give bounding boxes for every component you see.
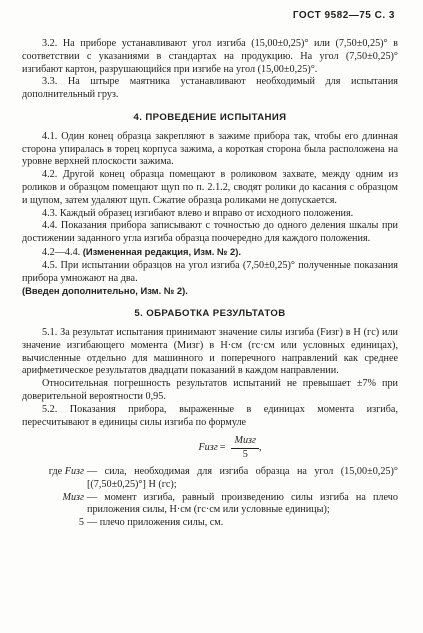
definition-symbol: Mизг — [62, 491, 84, 503]
paragraph-5-1: 5.1. За результат испытания принимают значение силы изгиба (Fизг) в Н (гс) или значение изгибающего момента (Mизг) в Н·см (гс·см или условных единицах), вычисленные отдельно для машинного и поперечного направлений как среднее арифметическое результатов двадцати показаний в каждом направлении. — [22, 326, 398, 377]
paragraph-3-3: 3.3. На штыре маятника устанавливают необходимый для испытания дополнительный груз. — [22, 76, 398, 101]
definition-description: — момент изгиба, равный произведению силы изгиба на плечо приложения силы, Н·см (гс·см или условные единицы); — [87, 491, 398, 516]
formula-numerator: Mизг — [231, 435, 259, 449]
formula-denominator: 5 — [242, 449, 248, 461]
definition-lead: где — [48, 465, 63, 477]
definition-arm — [22, 517, 398, 530]
amendment-range: 4.2—4.4. — [42, 246, 81, 258]
formula-equals: = — [219, 442, 226, 454]
paragraph-4-2: 4.2. Другой конец образца помещают в роликовом захвате, между одним из роликов и образцом помещают щуп по п. 2.1.2, сводят ролики до касания с образцом и щупом, затем удаляют щуп. Сжатие образца роликами не допускается. — [22, 169, 398, 206]
amendment-note-4-5: (Введен дополнительно, Изм. № 2). — [22, 285, 188, 297]
formula-fraction — [231, 435, 259, 462]
paragraph-4-4: 4.4. Показания прибора записывают с точностью до одного деления шкалы при достижении заданного угла изгиба образца поочередно для каждого положения. — [22, 220, 398, 245]
page-header: ГОСТ 9582—75 С. 3 — [292, 10, 395, 21]
document-body — [22, 38, 398, 530]
definition-symbol: 5 — [78, 517, 84, 529]
paragraph-4-1: 4.1. Один конец образца закрепляют в зажиме прибора так, чтобы его длинная сторона упиралась в торец корпуса зажима, а короткая сторона была расположена на уровне верхней плоскости зажима. — [22, 130, 398, 168]
definition-force — [22, 466, 398, 492]
paragraph-3-2: 3.2. На приборе устанавливают угол изгиба (15,00±0,25)° или (7,50±0,25)° в соответствии с указаниями в стандартах на продукцию. На угол (7,50±0,25)° изгибают картон, разрушающийся при изгибе на угол (15,00±0,25)°. — [22, 38, 398, 75]
definition-moment — [22, 492, 398, 518]
paragraph-4-3: 4.3. Каждый образец изгибают влево и вправо от исходного положения. — [42, 207, 354, 219]
section-4-title: 4. ПРОВЕДЕНИЕ ИСПЫТАНИЯ — [133, 111, 287, 123]
bending-force-formula — [62, 435, 398, 462]
paragraph-4-5: 4.5. При испытании образцов на угол изгиба (7,50±0,25)° полученные показания прибора умножают на два. — [22, 259, 398, 284]
amendment-text: (Измененная редакция, Изм. № 2). — [82, 245, 241, 257]
definition-description: — сила, необходимая для изгиба образца на угол (15,00±0,25)° [(7,50±0,25)°] Н (гс); — [87, 465, 398, 490]
paragraph-5-1-accuracy: Относительная погрешность результатов испытаний не превышает ±7% при доверительной вероятности 0,95. — [22, 378, 398, 402]
paragraph-5-2: 5.2. Показания прибора, выраженные в единицах момента изгиба, пересчитывают в единицы силы изгиба по формуле — [22, 403, 398, 428]
section-5-title: 5. ОБРАБОТКА РЕЗУЛЬТАТОВ — [134, 308, 286, 320]
definition-symbol: Fизг — [64, 465, 84, 477]
amendment-note-4-2-4-4 — [22, 246, 398, 260]
definition-term — [22, 466, 87, 492]
formula-lhs: Fизг — [198, 442, 218, 454]
formula-trailing: , — [259, 442, 262, 454]
definition-description: — плечо приложения силы, см. — [87, 517, 224, 529]
